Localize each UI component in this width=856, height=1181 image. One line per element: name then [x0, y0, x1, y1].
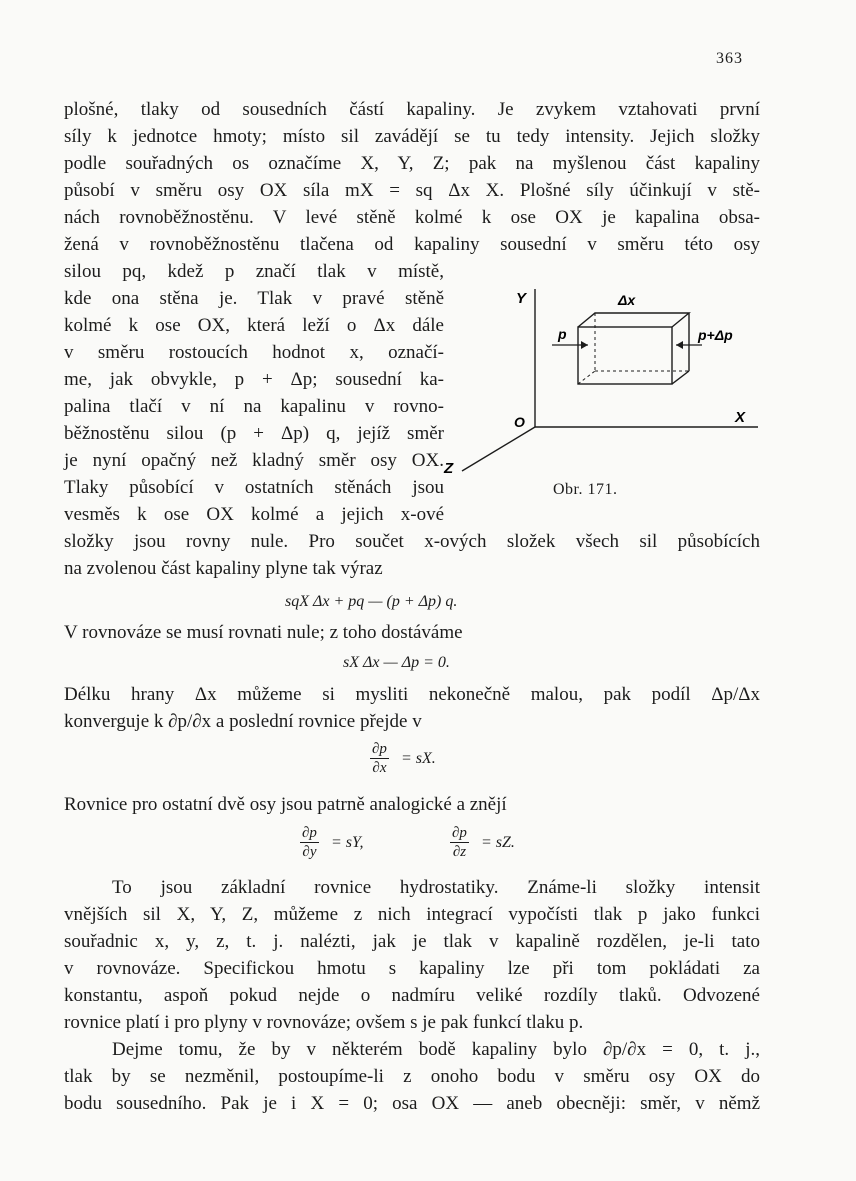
equation-rhs: = sY,	[331, 834, 364, 851]
arrowhead-p	[581, 341, 588, 349]
label-x: X	[735, 409, 746, 426]
text-line: tlak by se nezměnil, postoupíme-li z onoho bodu v směru osy OX do	[64, 1066, 760, 1087]
text-line: V rovnováze se musí rovnati nule; z toho dostáváme	[64, 622, 463, 643]
fraction-numerator: ∂p	[452, 825, 467, 841]
fraction-denominator: ∂z	[452, 844, 467, 860]
text-line: vesměs k ose OX kolmé a jejich x-ové	[64, 504, 444, 525]
equation-rhs: = sX.	[401, 750, 436, 767]
text-line: je nyní opačný než kladný směr osy OX.	[64, 450, 444, 471]
text-line: podle souřadných os označíme X, Y, Z; pak na myšlenou část kapaliny	[64, 153, 760, 174]
box-front	[578, 327, 672, 384]
text-line: rovnice platí i pro plyny v rovnováze; ovšem s je pak funkcí tlaku p.	[64, 1012, 584, 1033]
label-z: Z	[444, 460, 454, 477]
text-line: vnějších sil X, Y, Z, můžeme z nich integrací vypočísti tlak p jako funkci	[64, 904, 760, 925]
text-line: běžnostěnu silou (p + Δp) q, jejíž směr	[64, 423, 444, 444]
label-p: p	[558, 326, 567, 342]
text-line: konverguje k ∂p/∂x a poslední rovnice přejde v	[64, 711, 422, 732]
label-delta-x: Δx	[618, 292, 636, 308]
fraction-dp-dx	[370, 740, 389, 777]
text-line: působí v směru osy OX síla mX = sq Δx X. Plošné síly účinkují v stě-	[64, 180, 760, 201]
text-line: silou pq, kdež p značí tlak v místě,	[64, 261, 444, 282]
fraction-numerator: ∂p	[372, 741, 387, 757]
text-line: souřadnic x, y, z, t. j. nalézti, jak je tlak v kapalině rozdělen, je-li tato	[64, 931, 760, 952]
text-line: To jsou základní rovnice hydrostatiky. Známe-li složky intensit	[112, 877, 760, 898]
equation-rhs: = sZ.	[481, 834, 515, 851]
fraction-denominator: ∂y	[302, 844, 317, 860]
text-line: síly k jednotce hmoty; místo sil zavádějí se tu tedy intensity. Jejich složky	[64, 126, 760, 147]
page-number: 363	[716, 50, 743, 67]
text-line: Dejme tomu, že by v některém bodě kapaliny bylo ∂p/∂x = 0, t. j.,	[112, 1039, 760, 1060]
text-line: kde ona stěna je. Tlak v pravé stěně	[64, 288, 444, 309]
equation-balance: sX Δx — Δp = 0.	[343, 654, 450, 671]
text-line: nách rovnoběžnostěnu. V levé stěně kolmé k ose OX je kapalina obsa-	[64, 207, 760, 228]
label-y: Y	[516, 290, 527, 307]
figure-caption: Obr. 171.	[553, 481, 618, 498]
text-line: na zvolenou část kapaliny plyne tak výraz	[64, 558, 383, 579]
figure-171	[440, 275, 770, 490]
text-line: konstantu, aspoň pokud nejde o nadmíru veliké rozdíly tlaků. Odvozené	[64, 985, 760, 1006]
box-bottom-right	[672, 371, 689, 384]
box-hidden-diagonal	[578, 371, 595, 384]
text-line: kolmé k ose OX, která leží o Δx dále	[64, 315, 444, 336]
equation-sum: sqX Δx + pq — (p + Δp) q.	[285, 593, 458, 610]
arrowhead-p-dp	[676, 341, 683, 349]
text-line: složky jsou rovny nule. Pro součet x-ových složek všech sil působících	[64, 531, 760, 552]
text-line: bodu sousedního. Pak je i X = 0; osa OX — aneb obecněji: směr, v němž	[64, 1093, 760, 1114]
text-line: palina tlačí v ní na kapalinu v rovno-	[64, 396, 444, 417]
text-line: v směru rostoucích hodnot x, označí-	[64, 342, 444, 363]
text-line: žená v rovnoběžnostěnu tlačena od kapaliny sousední v směru této osy	[64, 234, 760, 255]
label-p-plus-dp: p+Δp	[698, 327, 733, 343]
text-line: Délku hrany Δx můžeme si mysliti nekonečně malou, pak podíl Δp/Δx	[64, 684, 760, 705]
text-line: plošné, tlaky od sousedních částí kapaliny. Je zvykem vztahovati první	[64, 99, 760, 120]
label-o: O	[514, 414, 525, 430]
fraction-denominator: ∂x	[372, 760, 387, 776]
text-line: Tlaky působící v ostatních stěnách jsou	[64, 477, 444, 498]
fraction-dp-dz	[450, 824, 469, 861]
fraction-numerator: ∂p	[302, 825, 317, 841]
fraction-dp-dy	[300, 824, 319, 861]
text-line: v rovnováze. Specifickou hmotu s kapaliny lze při tom pokládati za	[64, 958, 760, 979]
text-line: me, jak obvykle, p + Δp; sousední ka-	[64, 369, 444, 390]
text-line: Rovnice pro ostatní dvě osy jsou patrně analogické a znějí	[64, 794, 507, 815]
z-axis	[462, 427, 535, 471]
